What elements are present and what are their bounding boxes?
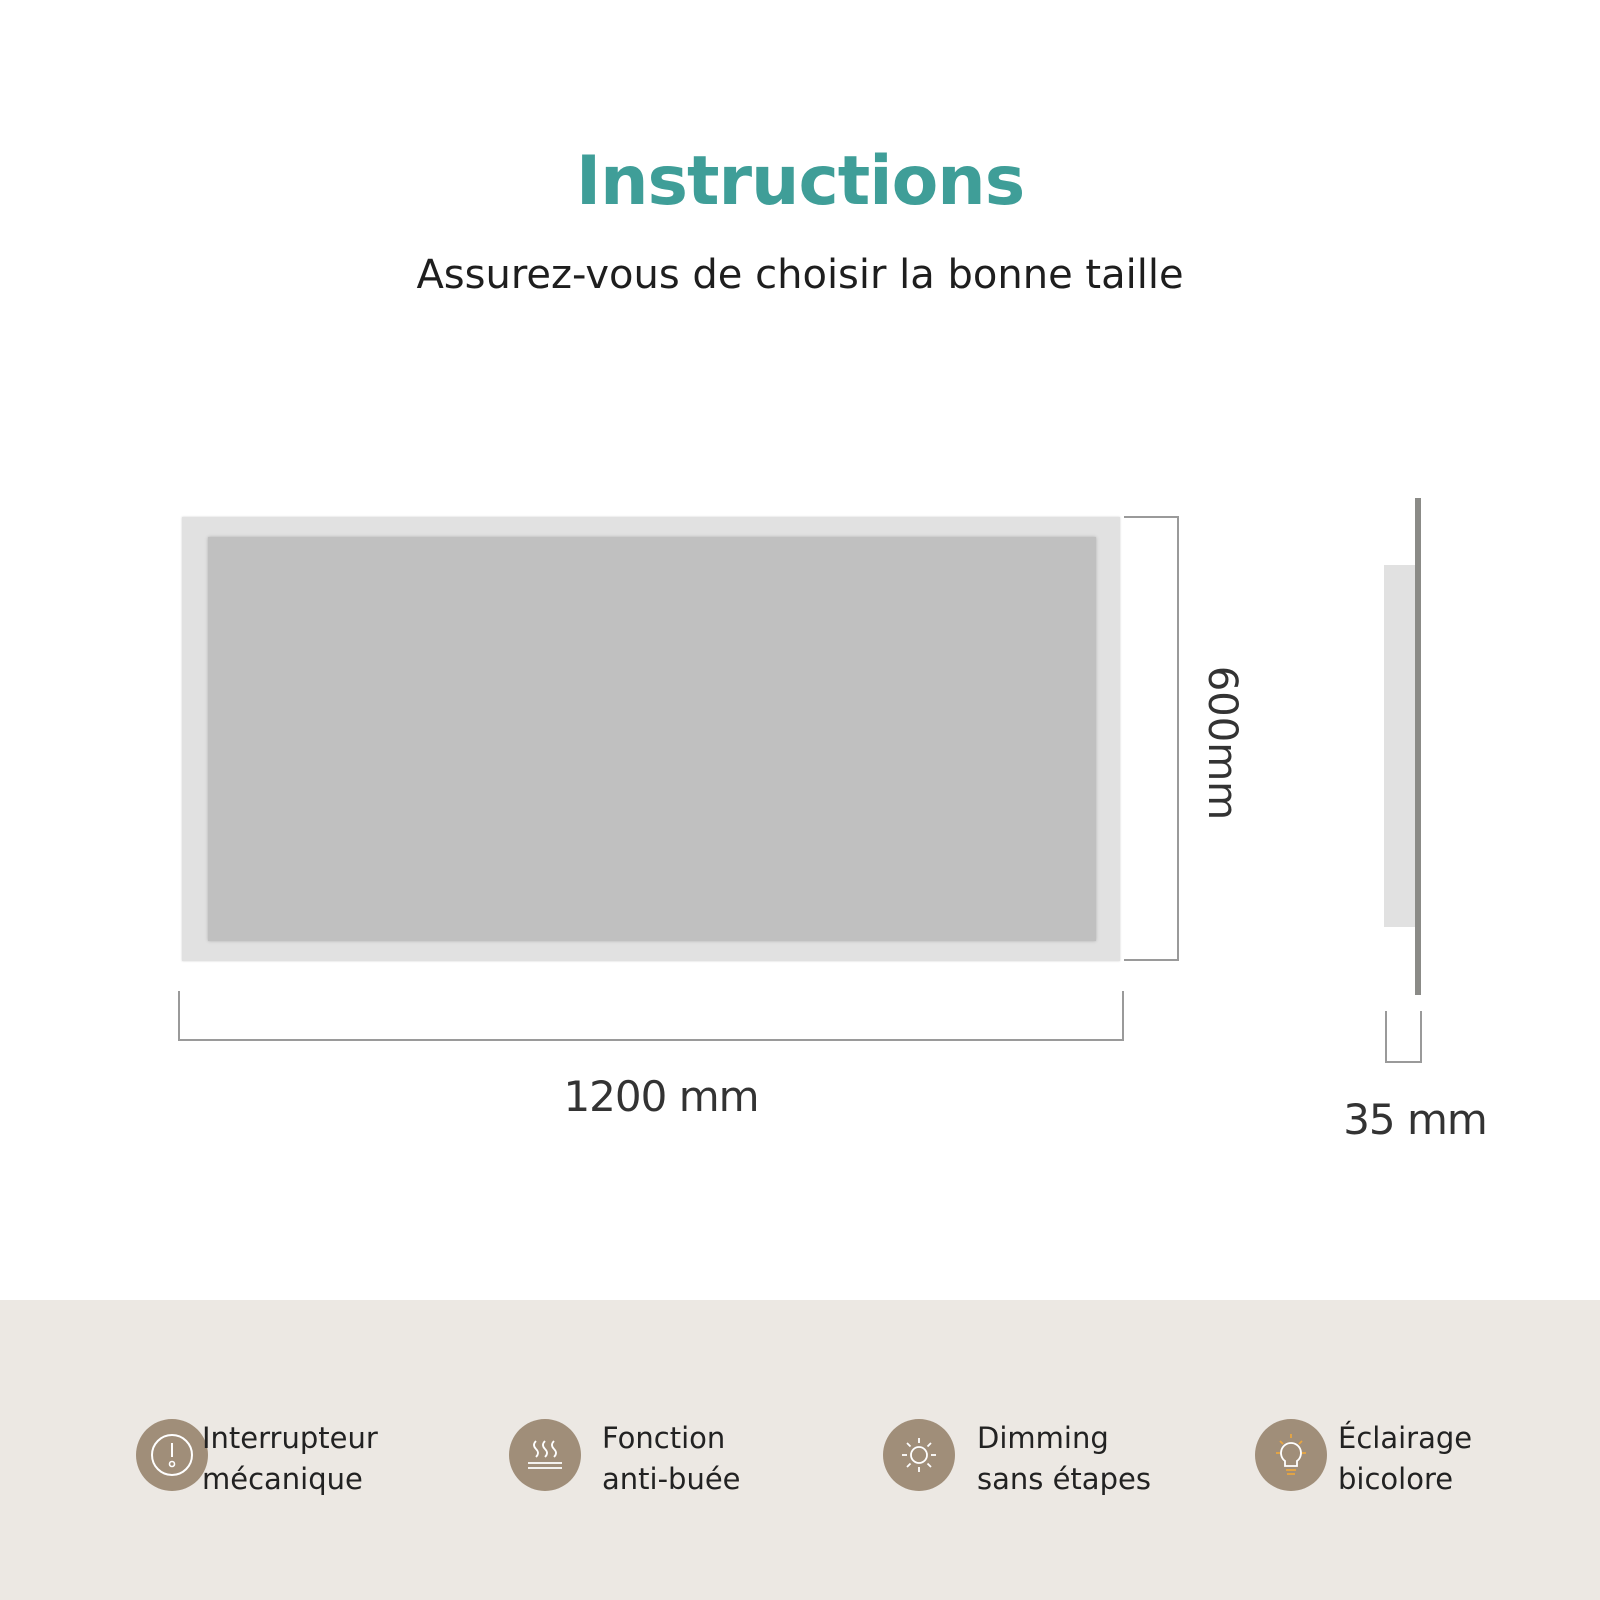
- side-view-glass: [1415, 498, 1421, 995]
- switch-icon: [136, 1419, 208, 1491]
- depth-bracket: [1385, 1011, 1422, 1063]
- feature-dimming-line1: Dimming: [977, 1421, 1109, 1455]
- page-title: Instructions: [575, 142, 1025, 221]
- bulb-icon: [1255, 1419, 1327, 1491]
- feature-bicolor-line1: Éclairage: [1338, 1421, 1473, 1455]
- mirror-glass: [208, 537, 1096, 941]
- feature-switch-line2: mécanique: [202, 1462, 363, 1496]
- height-bracket: [1124, 516, 1179, 961]
- depth-label: 35 mm: [1343, 1095, 1487, 1144]
- feature-anti-fog-line1: Fonction: [602, 1421, 726, 1455]
- width-bracket: [178, 991, 1124, 1041]
- feature-bicolor-line2: bicolore: [1338, 1462, 1454, 1496]
- height-label: 600mm: [1199, 665, 1245, 821]
- feature-dimming-line2: sans étapes: [977, 1462, 1151, 1496]
- anti-fog-icon: [509, 1419, 581, 1491]
- side-view-box: [1384, 565, 1416, 927]
- dimming-icon: [883, 1419, 955, 1491]
- width-label: 1200 mm: [563, 1072, 759, 1121]
- feature-switch-line1: Interrupteur: [202, 1421, 378, 1455]
- page-subtitle: Assurez-vous de choisir la bonne taille: [416, 252, 1184, 298]
- feature-anti-fog-line2: anti-buée: [602, 1462, 741, 1496]
